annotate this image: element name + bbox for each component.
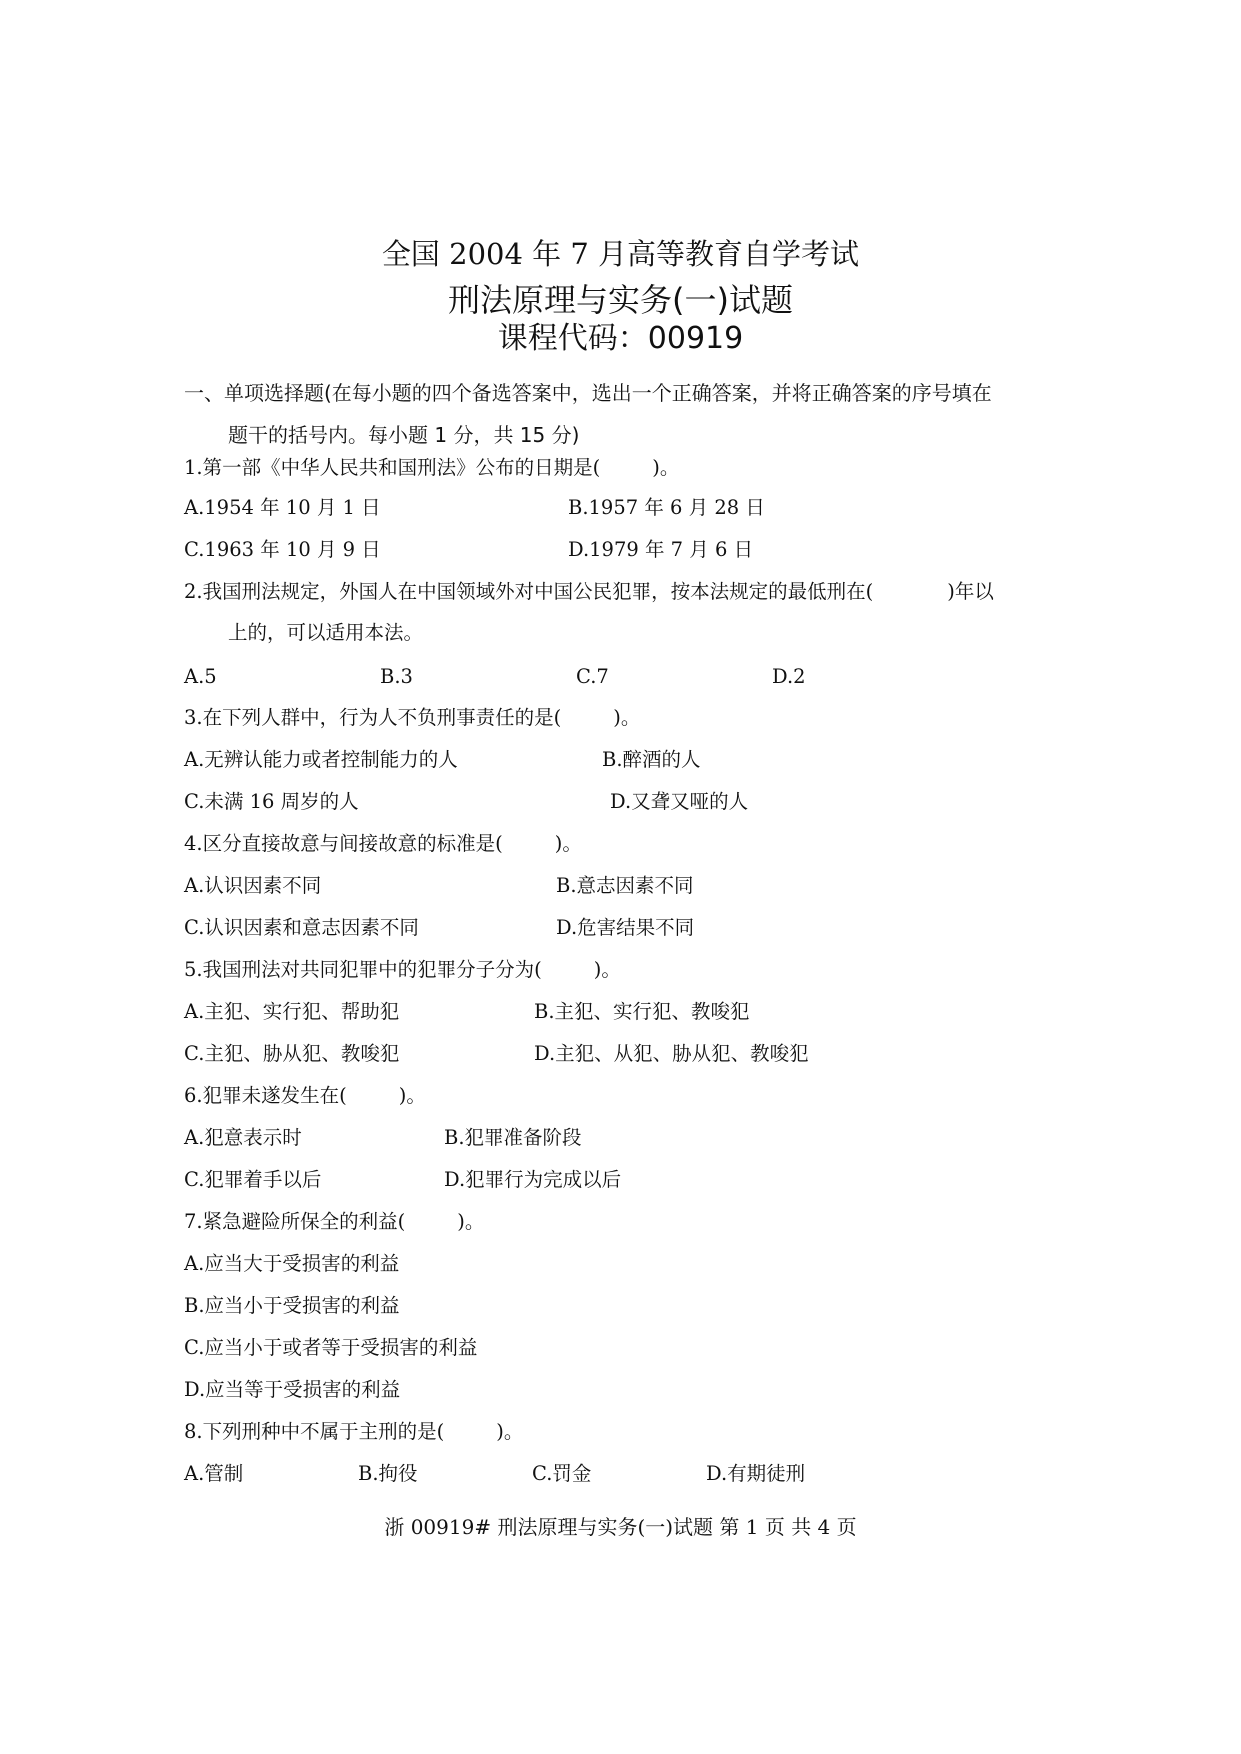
question-6-option-b: B.犯罪准备阶段: [444, 1126, 582, 1149]
question-8-option-d: D.有期徒刑: [706, 1462, 806, 1485]
question-2-option-c: C.7: [576, 665, 609, 688]
subject-title: 刑法原理与实务(一)试题: [448, 281, 793, 319]
question-4-option-a: A.认识因素不同: [184, 874, 322, 897]
question-7-option-d: D.应当等于受损害的利益: [184, 1378, 401, 1401]
section-heading-line1: 一、单项选择题(在每小题的四个备选答案中，选出一个正确答案，并将正确答案的序号填在: [184, 381, 992, 405]
question-3-option-d: D.又聋又哑的人: [610, 790, 749, 813]
page-footer: 浙 00919# 刑法原理与实务(一)试题 第 1 页 共 4 页: [384, 1515, 857, 1539]
question-1-option-a: A.1954 年 10 月 1 日: [184, 496, 381, 519]
question-1-stem: 1.第一部《中华人民共和国刑法》公布的日期是( )。: [184, 456, 680, 479]
question-8-stem: 8.下列刑种中不属于主刑的是( )。: [184, 1420, 524, 1443]
question-5-stem: 5.我国刑法对共同犯罪中的犯罪分子分为( )。: [184, 958, 621, 981]
section-heading: [184, 372, 1084, 456]
question-4-option-d: D.危害结果不同: [556, 916, 695, 939]
question-8-option-b: B.拘役: [358, 1462, 418, 1485]
question-2-stem-continued: 上的，可以适用本法。: [228, 621, 424, 644]
question-3-option-c: C.未满 16 周岁的人: [184, 790, 359, 813]
question-3-stem: 3.在下列人群中，行为人不负刑事责任的是( )。: [184, 706, 641, 729]
question-5-option-b: B.主犯、实行犯、教唆犯: [534, 1000, 750, 1023]
question-3-option-b: B.醉酒的人: [602, 748, 701, 771]
question-3-option-a: A.无辨认能力或者控制能力的人: [184, 748, 458, 771]
question-6-option-d: D.犯罪行为完成以后: [444, 1168, 622, 1191]
question-2-option-d: D.2: [772, 665, 806, 688]
question-4-option-c: C.认识因素和意志因素不同: [184, 916, 419, 939]
question-5-option-d: D.主犯、从犯、胁从犯、教唆犯: [534, 1042, 809, 1065]
question-8-option-a: A.管制: [184, 1462, 244, 1485]
question-6-option-c: C.犯罪着手以后: [184, 1168, 322, 1191]
question-4-stem: 4.区分直接故意与间接故意的标准是( )。: [184, 832, 582, 855]
question-6-stem: 6.犯罪未遂发生在( )。: [184, 1084, 426, 1107]
question-8-option-c: C.罚金: [532, 1462, 592, 1485]
question-7-option-c: C.应当小于或者等于受损害的利益: [184, 1336, 478, 1359]
question-1-option-b: B.1957 年 6 月 28 日: [568, 496, 765, 519]
question-7-option-b: B.应当小于受损害的利益: [184, 1294, 400, 1317]
question-6-option-a: A.犯意表示时: [184, 1126, 302, 1149]
question-1-option-c: C.1963 年 10 月 9 日: [184, 538, 381, 561]
question-2-option-b: B.3: [380, 665, 413, 688]
question-4-option-b: B.意志因素不同: [556, 874, 694, 897]
question-2-option-a: A.5: [184, 665, 217, 688]
question-1-option-d: D.1979 年 7 月 6 日: [568, 538, 754, 561]
course-code: 课程代码：00919: [497, 321, 744, 356]
exam-title: 全国 2004 年 7 月高等教育自学考试: [381, 237, 860, 271]
question-7-option-a: A.应当大于受损害的利益: [184, 1252, 400, 1275]
question-7-stem: 7.紧急避险所保全的利益( )。: [184, 1210, 485, 1233]
question-5-option-a: A.主犯、实行犯、帮助犯: [184, 1000, 400, 1023]
section-heading-line2: 题干的括号内。每小题 1 分，共 15 分): [228, 423, 580, 447]
question-2-stem: 2.我国刑法规定，外国人在中国领域外对中国公民犯罪，按本法规定的最低刑在( )年以: [184, 580, 994, 603]
question-5-option-c: C.主犯、胁从犯、教唆犯: [184, 1042, 400, 1065]
